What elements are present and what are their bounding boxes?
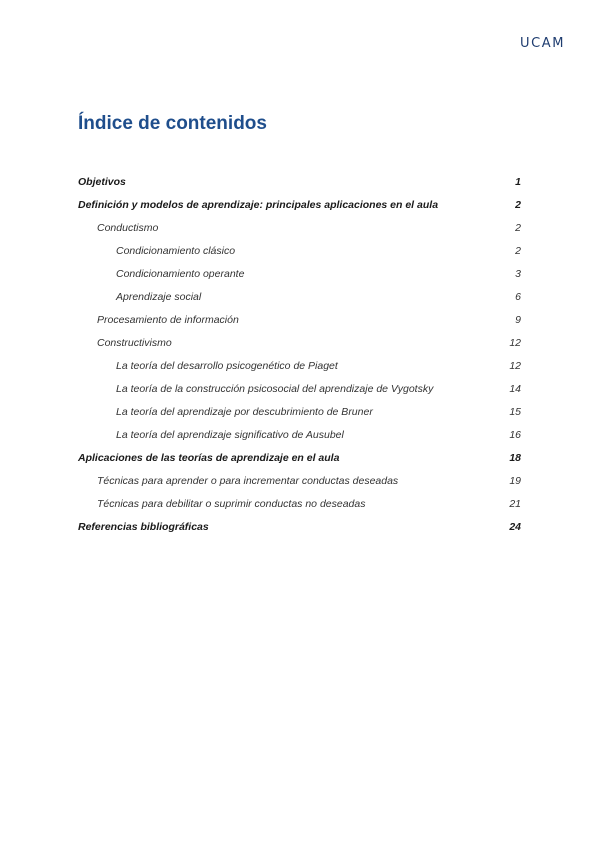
toc-entry-label: Definición y modelos de aprendizaje: principales aplicaciones en el aula [78, 199, 439, 211]
toc-entry[interactable] [78, 240, 521, 263]
toc-entry[interactable] [78, 263, 521, 286]
toc-entry[interactable] [78, 309, 521, 332]
toc-entry-page-number: 2 [515, 245, 521, 257]
toc-entry-label: La teoría del aprendizaje por descubrimiento de Bruner [116, 406, 373, 418]
toc-entry[interactable] [78, 516, 521, 539]
toc-entry-page-number: 24 [509, 521, 521, 533]
toc-entry-label: La teoría de la construcción psicosocial del aprendizaje de Vygotsky [116, 383, 434, 395]
toc-entry-label: Referencias bibliográficas [78, 521, 209, 533]
toc-entry-page-number: 19 [509, 475, 521, 487]
toc-entry-label: Condicionamiento clásico [116, 245, 236, 257]
toc-entry-label: La teoría del desarrollo psicogenético de Piaget [116, 360, 338, 372]
toc-entry[interactable] [78, 171, 521, 194]
toc-entry-label: Conductismo [97, 222, 159, 234]
toc-entry-page-number: 15 [509, 406, 521, 418]
toc-entry[interactable] [78, 194, 521, 217]
toc-entry-page-number: 9 [515, 314, 521, 326]
toc-entry-label: Constructivismo [97, 337, 172, 349]
toc-entry-page-number: 3 [515, 268, 521, 280]
toc-entry[interactable] [78, 470, 521, 493]
toc-entry-page-number: 18 [509, 452, 521, 464]
toc-entry-label: Aprendizaje social [116, 291, 202, 303]
toc-entry-page-number: 12 [509, 337, 521, 349]
toc-entry[interactable] [78, 378, 521, 401]
toc-entry-label: Técnicas para debilitar o suprimir conductas no deseadas [97, 498, 366, 510]
toc-entry-label: Procesamiento de información [97, 314, 239, 326]
toc-entry-label: Objetivos [78, 176, 126, 188]
toc-entry-page-number: 2 [515, 199, 521, 211]
toc-entry[interactable] [78, 401, 521, 424]
toc-entry-label: Aplicaciones de las teorías de aprendizaje en el aula [78, 452, 340, 464]
toc-entry-page-number: 2 [515, 222, 521, 234]
toc-entry-label: Condicionamiento operante [116, 268, 245, 280]
toc-entry-page-number: 12 [509, 360, 521, 372]
toc-entry-page-number: 14 [509, 383, 521, 395]
page-title: Índice de contenidos [78, 113, 267, 134]
toc-entry[interactable] [78, 493, 521, 516]
toc-entry[interactable] [78, 332, 521, 355]
table-of-contents [78, 171, 521, 539]
toc-entry-page-number: 16 [509, 429, 521, 441]
toc-entry-label: La teoría del aprendizaje significativo de Ausubel [116, 429, 344, 441]
toc-entry[interactable] [78, 355, 521, 378]
toc-entry-page-number: 1 [515, 176, 521, 188]
toc-entry[interactable] [78, 286, 521, 309]
toc-entry-page-number: 6 [515, 291, 521, 303]
toc-entry-page-number: 21 [509, 498, 521, 510]
toc-entry[interactable] [78, 217, 521, 240]
toc-entry-label: Técnicas para aprender o para incrementar conductas deseadas [97, 475, 399, 487]
toc-entry[interactable] [78, 424, 521, 447]
ucam-logo: UCAM [520, 36, 566, 51]
toc-entry[interactable] [78, 447, 521, 470]
